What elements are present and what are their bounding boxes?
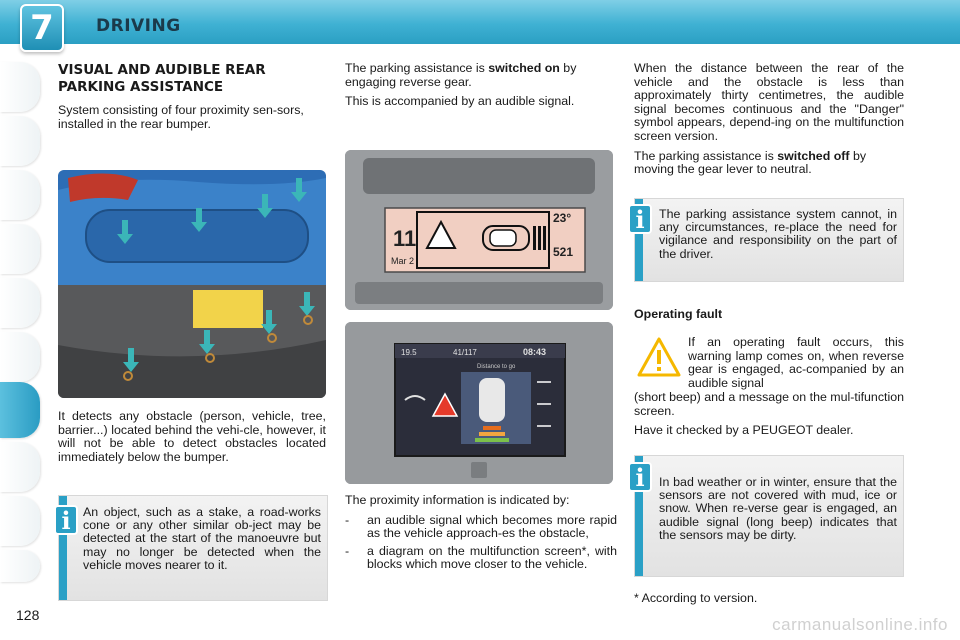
- column-3: [634, 62, 904, 183]
- column-1: [58, 62, 326, 137]
- multifunction-screen-photo: [345, 322, 613, 484]
- info-box-text: An object, such as a stake, a road-works cone or any other similar ob-ject may be detected at the start of the manoeuvre but may no longer be detected when the vehicle moves nearer to it.: [83, 505, 321, 572]
- chapter-tab[interactable]: [0, 224, 40, 274]
- text-span: by moving the gear lever to neutral.: [634, 148, 867, 177]
- page-number: 128: [16, 607, 40, 623]
- info-box-vigilance: [634, 198, 904, 282]
- screen-left-value: 19.5: [401, 348, 417, 357]
- fault-text-continued: (short beep) and a message on the mul-tifunction screen.: [634, 390, 904, 418]
- screen-illustration: [345, 322, 613, 484]
- dealer-text: Have it checked by a PEUGEOT dealer.: [634, 423, 854, 438]
- bumper-illustration: [58, 170, 326, 398]
- multifunction-display-photo: [345, 150, 613, 310]
- chapter-number: 7: [30, 8, 54, 48]
- chapter-badge: [20, 4, 64, 52]
- proximity-list: [345, 514, 617, 572]
- column-2: [345, 62, 615, 115]
- distance-text: When the distance between the rear of the vehicle and the obstacle is less than approximately thirty centimetres, the audible signal becomes continuous and the "Danger" symbol appears, depend-ing on the multifunction screen version.: [634, 61, 904, 143]
- heading-line: PARKING ASSISTANCE: [58, 79, 224, 95]
- text-span: by engaging reverse gear.: [345, 61, 577, 89]
- bold-text: switched off: [777, 148, 850, 163]
- info-box-text: The parking assistance system cannot, in any circumstances, re-place the need for vigilance and responsibility on the part of the driver.: [659, 207, 897, 261]
- display-illustration: [345, 150, 613, 310]
- heading-line: VISUAL AND AUDIBLE REAR: [58, 62, 266, 78]
- list-item: - an audible signal which becomes more rapid as the vehicle approach-es the obstacle,: [345, 514, 617, 541]
- fault-section: [634, 391, 904, 444]
- fault-heading: Operating fault: [634, 307, 723, 321]
- chapter-tab[interactable]: [0, 496, 40, 546]
- display-temperature: 23°: [553, 211, 572, 225]
- info-icon: i: [54, 505, 78, 535]
- chapter-tab[interactable]: [0, 550, 40, 582]
- chapter-tab[interactable]: [0, 332, 40, 382]
- bold-text: switched on: [488, 61, 560, 75]
- chapter-tab[interactable]: [0, 62, 40, 112]
- chapter-tab-active[interactable]: [0, 382, 40, 438]
- warning-triangle-icon: [636, 336, 682, 378]
- screen-trip: 41/117: [453, 348, 477, 357]
- screen-clock: 08:43: [523, 347, 547, 357]
- info-box-text: In bad weather or in winter, ensure that the sensors are not covered with mud, ice or snow. When re-verse gear is engaged, an audible signal (long beep) indicates that the sensors may be dirty.: [659, 475, 897, 542]
- chapter-tab[interactable]: [0, 278, 40, 328]
- info-icon: i: [628, 462, 652, 492]
- display-odometer: 521: [553, 245, 574, 259]
- section-heading: [58, 62, 326, 96]
- info-box-obstacle: [58, 495, 328, 601]
- chapter-tab[interactable]: [0, 442, 40, 492]
- display-time: 11: [393, 226, 417, 251]
- switch-on-text: [345, 62, 615, 89]
- display-date: Mar 2: [391, 256, 415, 266]
- text-span: The parking assistance is: [634, 148, 778, 163]
- page-title: DRIVING: [96, 16, 181, 36]
- watermark-url: carmanualsonline.info: [772, 615, 948, 634]
- detect-text: It detects any obstacle (person, vehicle, tree, barrier...) located behind the vehi-cle, however, it will not be able to detect obstacles located immediately below the bumper.: [58, 409, 326, 464]
- fault-text: If an operating fault occurs, this warning lamp comes on, when reverse gear is engaged, ac-companied by an audible signal: [688, 335, 904, 390]
- list-item: - a diagram on the multifunction screen*, with blocks which move closer to the vehicle.: [345, 545, 617, 572]
- chapter-tab[interactable]: [0, 170, 40, 220]
- bumper-sensors-photo: [58, 170, 326, 398]
- intro-text: System consisting of four proximity sen-sors, installed in the rear bumper.: [58, 103, 304, 131]
- proximity-intro: The proximity information is indicated by:: [345, 493, 570, 507]
- screen-label: Distance to go: [477, 364, 516, 370]
- chapter-tab[interactable]: [0, 116, 40, 166]
- footnote: * According to version.: [634, 591, 758, 605]
- switch-off-text: [634, 150, 904, 177]
- chapter-tabs: [0, 62, 40, 582]
- proximity-section: [345, 494, 617, 576]
- audible-signal-text: This is accompanied by an audible signal.: [345, 94, 575, 109]
- info-box-weather: [634, 455, 904, 577]
- text-span: The parking assistance is: [345, 61, 489, 75]
- info-icon: i: [628, 204, 652, 234]
